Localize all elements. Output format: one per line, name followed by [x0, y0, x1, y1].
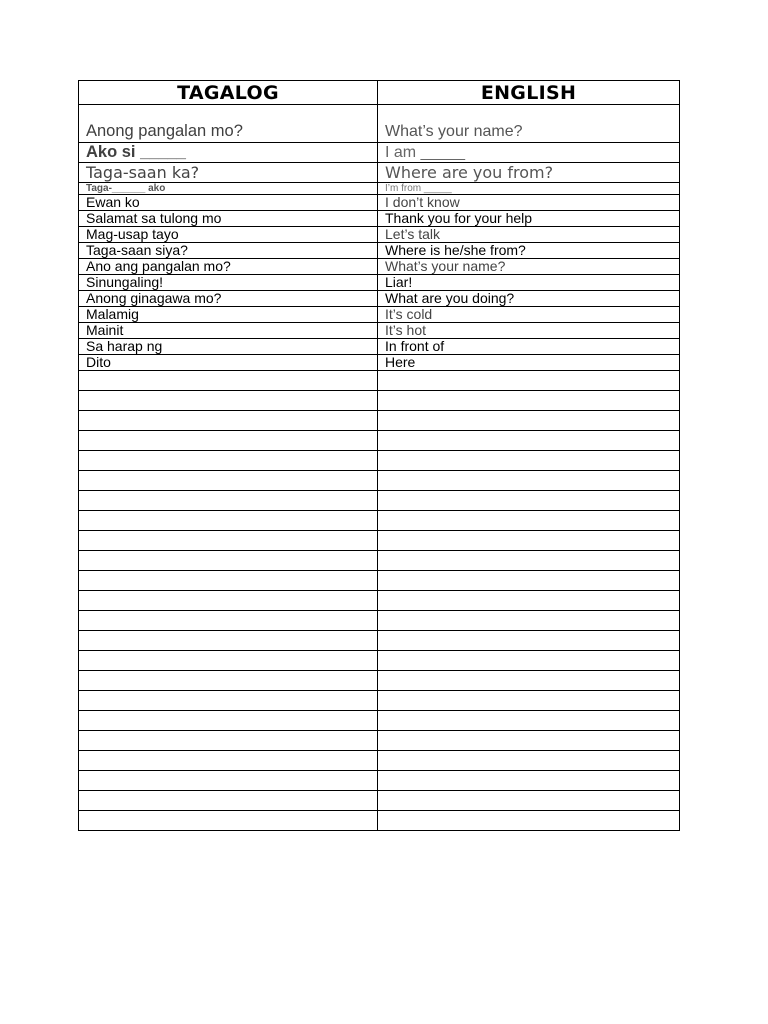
tagalog-cell: Sinungaling! [79, 275, 378, 291]
empty-cell [79, 731, 378, 751]
table-row [79, 195, 680, 211]
tagalog-cell: Mag-usap tayo [79, 227, 378, 243]
english-cell: Where is he/she from? [378, 243, 680, 259]
header-row [79, 81, 680, 105]
empty-cell [79, 591, 378, 611]
empty-cell [378, 551, 680, 571]
tagalog-cell: Anong ginagawa mo? [79, 291, 378, 307]
tagalog-cell: Malamig [79, 307, 378, 323]
empty-cell [378, 511, 680, 531]
empty-cell [79, 751, 378, 771]
english-cell: It’s cold [378, 307, 680, 323]
empty-cell [378, 631, 680, 651]
empty-cell [79, 691, 378, 711]
empty-cell [378, 791, 680, 811]
table-row [79, 163, 680, 183]
tagalog-header: TAGALOG [79, 81, 378, 105]
table-row [79, 259, 680, 275]
tagalog-cell: Taga-saan siya? [79, 243, 378, 259]
empty-cell [378, 771, 680, 791]
table-row [79, 323, 680, 339]
empty-cell [378, 491, 680, 511]
english-cell: It’s hot [378, 323, 680, 339]
empty-cell [79, 651, 378, 671]
empty-cell [378, 391, 680, 411]
tagalog-cell: Dito [79, 355, 378, 371]
empty-cell [79, 531, 378, 551]
empty-cell [79, 711, 378, 731]
english-cell: Let’s talk [378, 227, 680, 243]
empty-cell [378, 691, 680, 711]
empty-cell [79, 491, 378, 511]
empty-cell [79, 811, 378, 831]
empty-cell [378, 531, 680, 551]
empty-cell [378, 751, 680, 771]
empty-cell [378, 591, 680, 611]
tagalog-cell: Sa harap ng [79, 339, 378, 355]
empty-cell [378, 651, 680, 671]
empty-row [79, 391, 680, 411]
tagalog-cell: Ako si _____ [79, 143, 378, 163]
tagalog-cell: Taga-saan ka? [79, 163, 378, 183]
empty-cell [378, 571, 680, 591]
english-header: ENGLISH [378, 81, 680, 105]
empty-row [79, 551, 680, 571]
empty-row [79, 631, 680, 651]
empty-row [79, 411, 680, 431]
empty-cell [378, 431, 680, 451]
empty-row [79, 451, 680, 471]
empty-cell [378, 671, 680, 691]
tagalog-cell: Salamat sa tulong mo [79, 211, 378, 227]
empty-cell [378, 411, 680, 431]
table-row [79, 275, 680, 291]
empty-row [79, 611, 680, 631]
empty-row [79, 471, 680, 491]
empty-cell [79, 611, 378, 631]
empty-cell [378, 731, 680, 751]
empty-row [79, 771, 680, 791]
tagalog-cell: Ewan ko [79, 195, 378, 211]
empty-row [79, 731, 680, 751]
english-cell: Where are you from? [378, 163, 680, 183]
empty-cell [79, 391, 378, 411]
english-cell: What are you doing? [378, 291, 680, 307]
empty-row [79, 651, 680, 671]
empty-cell [79, 431, 378, 451]
vocabulary-table [78, 80, 680, 831]
english-cell: Liar! [378, 275, 680, 291]
empty-cell [378, 371, 680, 391]
empty-cell [79, 511, 378, 531]
empty-cell [79, 671, 378, 691]
empty-cell [378, 811, 680, 831]
table-row [79, 339, 680, 355]
table-row [79, 291, 680, 307]
english-cell: I’m from _____ [378, 183, 680, 195]
english-cell: What’s your name? [378, 105, 680, 143]
empty-row [79, 571, 680, 591]
english-cell: Thank you for your help [378, 211, 680, 227]
english-cell: What’s your name? [378, 259, 680, 275]
empty-row [79, 591, 680, 611]
empty-row [79, 811, 680, 831]
empty-row [79, 711, 680, 731]
empty-cell [378, 451, 680, 471]
table-row [79, 243, 680, 259]
empty-cell [79, 551, 378, 571]
english-cell: Here [378, 355, 680, 371]
tagalog-cell: Ano ang pangalan mo? [79, 259, 378, 275]
empty-cell [79, 631, 378, 651]
empty-cell [79, 411, 378, 431]
empty-cell [378, 611, 680, 631]
table-row [79, 355, 680, 371]
empty-row [79, 491, 680, 511]
empty-cell [79, 791, 378, 811]
empty-cell [378, 471, 680, 491]
empty-cell [79, 371, 378, 391]
empty-cell [378, 711, 680, 731]
tagalog-cell: Anong pangalan mo? [79, 105, 378, 143]
empty-row [79, 671, 680, 691]
tagalog-cell: Taga-______ ako [79, 183, 378, 195]
english-cell: I am _____ [378, 143, 680, 163]
table-row [79, 211, 680, 227]
empty-row [79, 431, 680, 451]
empty-row [79, 371, 680, 391]
empty-row [79, 511, 680, 531]
empty-cell [79, 451, 378, 471]
empty-cell [79, 771, 378, 791]
empty-cell [79, 471, 378, 491]
empty-row [79, 691, 680, 711]
empty-row [79, 751, 680, 771]
tagalog-cell: Mainit [79, 323, 378, 339]
empty-cell [79, 571, 378, 591]
table-row [79, 183, 680, 195]
table-row [79, 307, 680, 323]
english-cell: In front of [378, 339, 680, 355]
table-row [79, 143, 680, 163]
table-row [79, 105, 680, 143]
empty-row [79, 791, 680, 811]
table-row [79, 227, 680, 243]
english-cell: I don’t know [378, 195, 680, 211]
empty-row [79, 531, 680, 551]
